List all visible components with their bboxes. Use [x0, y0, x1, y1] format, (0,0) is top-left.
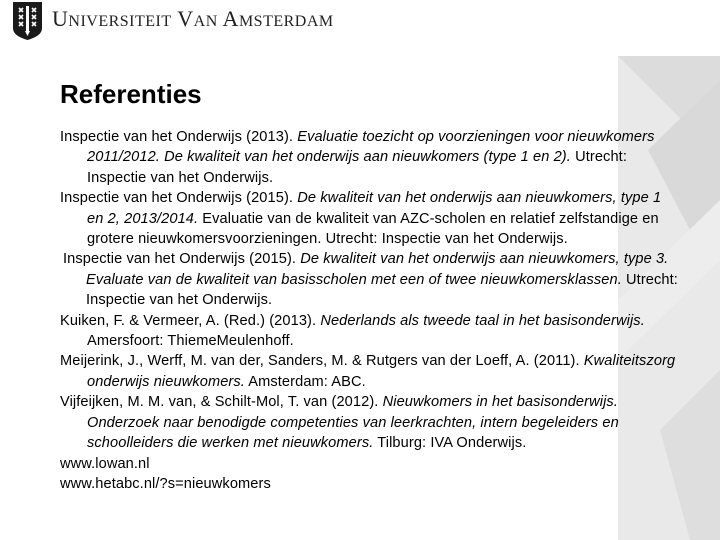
reference-italic-text: Kwaliteitszorg onderwijs nieuwkomers.	[87, 353, 676, 390]
reference-text: Amsterdam: ABC.	[244, 373, 366, 390]
reference-text: Vijfeijken, M. M. van, & Schilt-Mol, T. van (2012).	[60, 394, 383, 411]
reference-item	[60, 249, 680, 310]
university-name: UNIVERSITEIT VAN AMSTERDAM	[52, 6, 334, 31]
reference-italic-text: De kwaliteit van het onderwijs aan nieuwkomers, type 1 en 2, 2013/2014.	[87, 190, 662, 227]
reference-text: Tilburg: IVA Onderwijs.	[373, 435, 527, 452]
reference-item	[60, 351, 680, 392]
reference-text: Inspectie van het Onderwijs (2013).	[60, 129, 298, 145]
reference-item	[60, 392, 680, 453]
reference-text: Utrecht: Inspectie van het Onderwijs.	[86, 271, 678, 309]
reference-item	[60, 454, 680, 474]
reference-italic-text: Nieuwkomers in het basisonderwijs. Onderzoek naar benodigde competenties van leerkrachten, intern begeleiders en schoolleiders die werken met nieuwkomers.	[87, 394, 619, 452]
reference-item	[60, 474, 680, 494]
reference-italic-text: Nederlands als tweede taal in het basisonderwijs.	[320, 312, 645, 329]
reference-text: Kuiken, F. & Vermeer, A. (Red.) (2013).	[60, 312, 321, 329]
uva-shield-icon	[13, 2, 42, 40]
reference-italic-text: De kwaliteit van het onderwijs aan nieuwkomers, type 3. Evaluate van de kwaliteit van basisscholen met een of twee nieuwkomersklassen.	[86, 251, 669, 288]
reference-text: Utrecht: Inspectie van het Onderwijs.	[87, 149, 627, 186]
reference-text: Inspectie van het Onderwijs (2015).	[63, 251, 301, 268]
slide-header	[0, 0, 720, 42]
reference-text: Evaluatie van de kwaliteit van AZC-scholen en relatief zelfstandige en grotere nieuwkomersvoorzieningen. Utrecht: Inspectie van het Onderwijs.	[87, 210, 659, 248]
slide-title: Referenties	[60, 79, 202, 109]
reference-item	[60, 127, 680, 188]
reference-item	[60, 311, 680, 352]
reference-text: www.hetabc.nl/?s=nieuwkomers	[60, 475, 271, 492]
reference-text: Amersfoort: ThiemeMeulenhoff.	[87, 333, 294, 350]
reference-list	[60, 127, 680, 494]
reference-item	[60, 188, 680, 249]
reference-text: Meijerink, J., Werff, M. van der, Sanders, M. & Rutgers van der Loeff, A. (2011).	[60, 353, 584, 370]
reference-text: Inspectie van het Onderwijs (2015).	[60, 190, 298, 207]
reference-italic-text: Evaluatie toezicht op voorzieningen voor nieuwkomers 2011/2012. De kwaliteit van het onderwijs aan nieuwkomers (type 1 en 2).	[87, 129, 655, 166]
reference-text: www.lowan.nl	[60, 455, 150, 472]
